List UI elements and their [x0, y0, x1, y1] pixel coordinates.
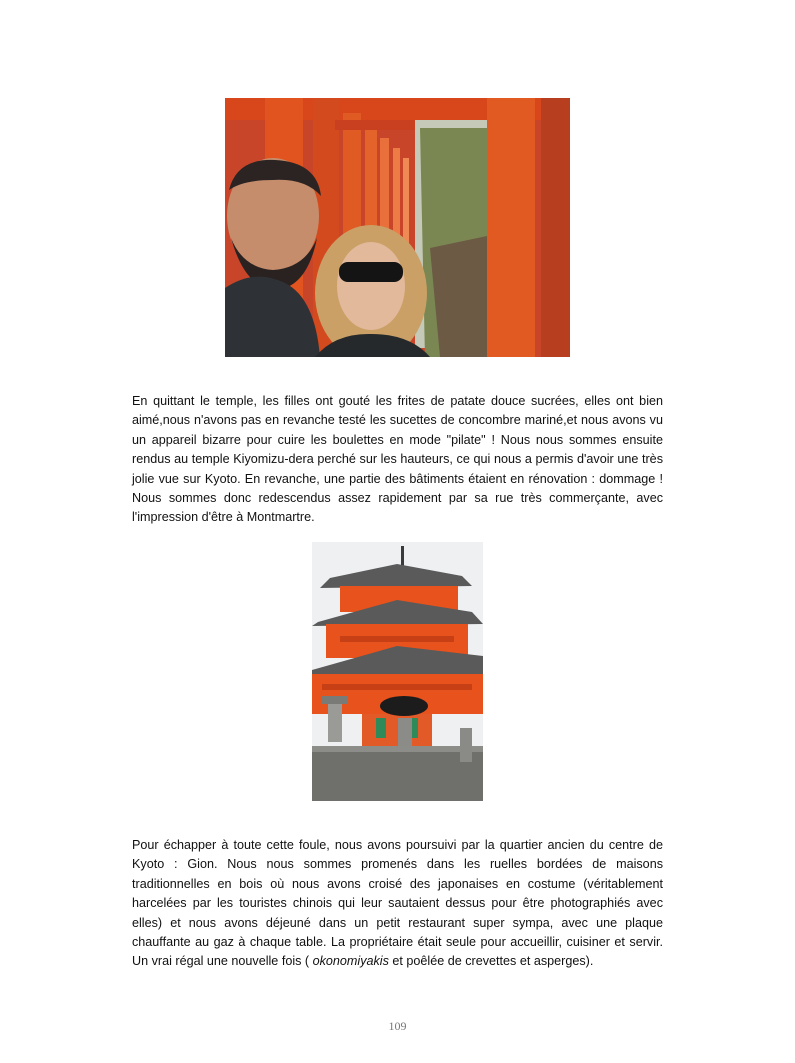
page-number: 109 — [388, 1019, 407, 1033]
paragraph-kiyomizu: En quittant le temple, les filles ont gouté les frites de patate douce sucrées, elles ont bien aimé,nous n'avons pas en revanche testé les sucettes de concombre mariné,et nous avons vu un appareil bizarre pour cuire les boulettes en mode "pilate" ! Nous nous sommes ensuite rendus au temple Kiyomizu-dera perché sur les hauteurs, ce qui nous a permis d'avoir une très jolie vue sur Kyoto. En revanche, une partie des bâtiments étaient en rénovation : dommage ! Nous sommes donc redescendus assez rapidement par sa rue très commerçante, avec l'impression d'être à Montmartre. — [132, 394, 663, 525]
selfie-torii-gates-photo — [225, 98, 570, 357]
pagoda-photo — [312, 542, 483, 801]
paragraph-gion-text: Pour échapper à toute cette foule, nous avons poursuivi par la quartier ancien du centre de Kyoto : Gion. Nous nous sommes promenés dans les ruelles bordées de maisons traditionnelles en bois où nous avons croisé des japonaises en costume (véritablement harcelées par les touristes chinois qui leur sautaient dessus pour être photographiés avec elles) et nous avons déjeuné dans un petit restaurant super sympa, avec une plaque chauffante au gaz à chaque table. La propriétaire était seule pour accueillir, cuisiner et servir. Un vrai régal une nouvelle fois ( — [132, 838, 663, 969]
paragraph-gion-tail: et poêlée de crevettes et asperges). — [388, 954, 594, 969]
paragraph-gion — [132, 836, 663, 972]
okonomiyakis-italic: okonomiyakis — [312, 954, 389, 969]
